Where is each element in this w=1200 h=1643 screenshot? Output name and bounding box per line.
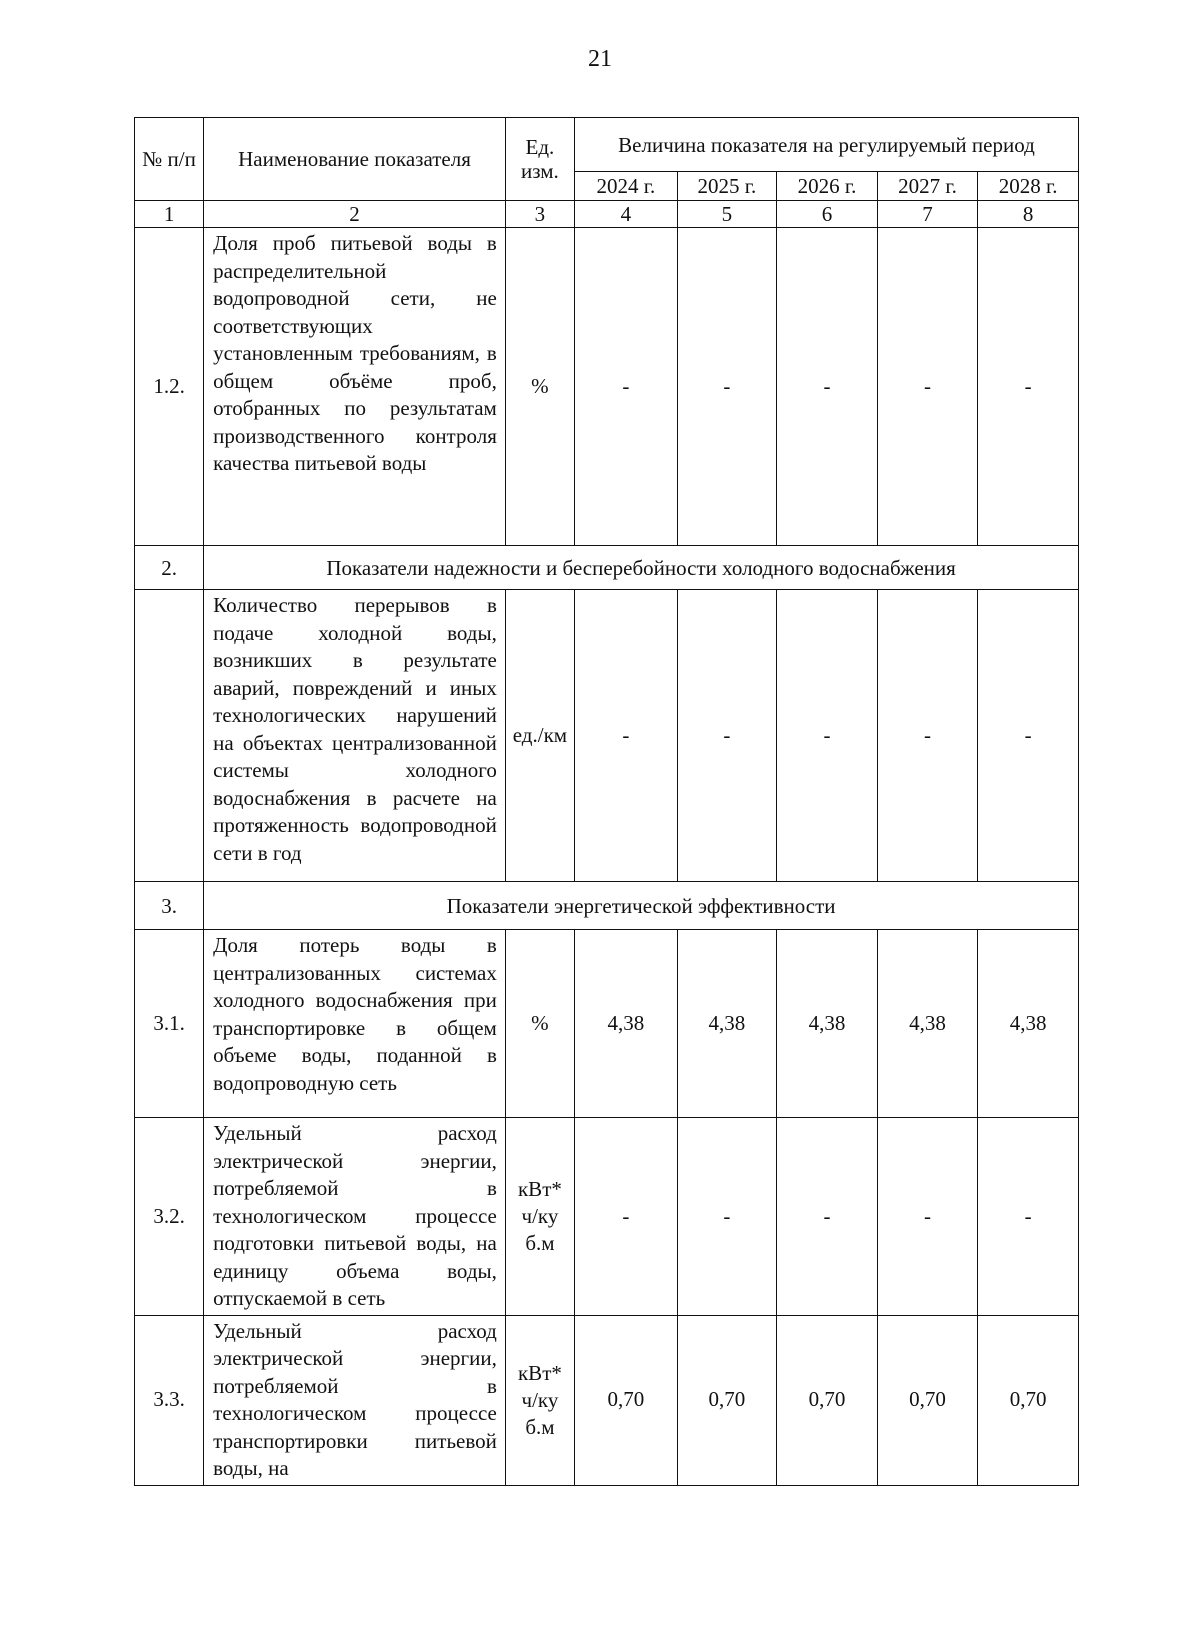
indicator-name: Доля потерь воды в централизованных системах холодного водоснабжения при транспортировке в общем объеме воды, поданной в водопроводную сеть — [204, 930, 506, 1118]
value-cell: - — [677, 228, 777, 546]
value-cell: - — [777, 1118, 878, 1316]
unit-cell: % — [505, 228, 574, 546]
indicator-name: Доля проб питьевой воды в распределительной водопроводной сети, не соответствующих установленным требованиям, в общем объёме проб, отобранных по результатам производственного контроля качества питьевой воды — [204, 228, 506, 546]
header-col-name: Наименование показателя — [204, 118, 506, 201]
table-row — [135, 590, 1079, 882]
table-row — [135, 1315, 1079, 1485]
unit-cell: кВт*ч/куб.м — [505, 1315, 574, 1485]
value-cell: - — [575, 228, 678, 546]
indicator-name: Удельный расход электрической энергии, потребляемой в технологическом процессе подготовки питьевой воды, на единицу объема воды, отпускаемой в сеть — [204, 1118, 506, 1316]
indicator-name: Количество перерывов в подаче холодной воды, возникших в результате аварий, повреждений и иных технологических нарушений на объектах централизованной системы холодного водоснабжения в расчете на протяженность водопроводной сети в год — [204, 590, 506, 882]
unit-cell: кВт*ч/куб.м — [505, 1118, 574, 1316]
row-number: 1.2. — [135, 228, 204, 546]
section-number: 3. — [135, 882, 204, 930]
unit-cell: % — [505, 930, 574, 1118]
value-cell: 4,38 — [877, 930, 978, 1118]
column-number: 6 — [777, 201, 878, 228]
column-number: 8 — [978, 201, 1079, 228]
value-cell: - — [877, 590, 978, 882]
value-cell: - — [777, 590, 878, 882]
row-number: 3.2. — [135, 1118, 204, 1316]
section-number: 2. — [135, 546, 204, 590]
column-number: 5 — [677, 201, 777, 228]
header-year: 2024 г. — [575, 172, 678, 201]
value-cell: - — [575, 590, 678, 882]
value-cell: 0,70 — [877, 1315, 978, 1485]
section-title: Показатели энергетической эффективности — [204, 882, 1079, 930]
header-year: 2028 г. — [978, 172, 1079, 201]
section-title: Показатели надежности и бесперебойности холодного водоснабжения — [204, 546, 1079, 590]
header-year: 2026 г. — [777, 172, 878, 201]
header-col-no: № п/п — [135, 118, 204, 201]
section-row — [135, 882, 1079, 930]
value-cell: - — [877, 1118, 978, 1316]
header-col-unit: Ед. изм. — [505, 118, 574, 201]
column-number: 7 — [877, 201, 978, 228]
header-value-group: Величина показателя на регулируемый период — [575, 118, 1079, 172]
column-number: 2 — [204, 201, 506, 228]
column-number: 4 — [575, 201, 678, 228]
page-number: 21 — [588, 46, 612, 72]
value-cell: 0,70 — [677, 1315, 777, 1485]
value-cell: 0,70 — [978, 1315, 1079, 1485]
column-number: 1 — [135, 201, 204, 228]
section-row — [135, 546, 1079, 590]
table-row — [135, 1118, 1079, 1316]
row-number — [135, 590, 204, 882]
value-cell: - — [978, 1118, 1079, 1316]
value-cell: 0,70 — [575, 1315, 678, 1485]
value-cell: - — [677, 590, 777, 882]
table-row — [135, 930, 1079, 1118]
column-number: 3 — [505, 201, 574, 228]
row-number: 3.1. — [135, 930, 204, 1118]
value-cell: 4,38 — [777, 930, 878, 1118]
value-cell: 4,38 — [677, 930, 777, 1118]
value-cell: - — [877, 228, 978, 546]
header-year: 2027 г. — [877, 172, 978, 201]
value-cell: 4,38 — [575, 930, 678, 1118]
value-cell: - — [978, 590, 1079, 882]
value-cell: - — [777, 228, 878, 546]
value-cell: - — [677, 1118, 777, 1316]
indicator-name: Удельный расход электрической энергии, потребляемой в технологическом процессе транспортировки питьевой воды, на — [204, 1315, 506, 1485]
value-cell: - — [575, 1118, 678, 1316]
unit-cell: ед./км — [505, 590, 574, 882]
row-number: 3.3. — [135, 1315, 204, 1485]
value-cell: 4,38 — [978, 930, 1079, 1118]
indicators-table — [134, 117, 1079, 1486]
value-cell: 0,70 — [777, 1315, 878, 1485]
table-row — [135, 228, 1079, 546]
header-year: 2025 г. — [677, 172, 777, 201]
value-cell: - — [978, 228, 1079, 546]
